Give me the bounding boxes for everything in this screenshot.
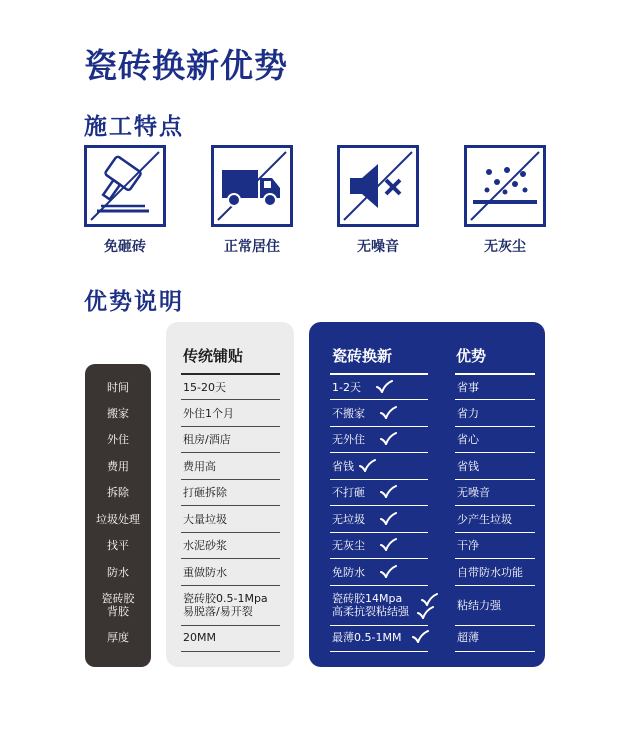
header-traditional: 传统铺贴 bbox=[183, 347, 244, 365]
traditional-cell: 15-20天 bbox=[183, 380, 226, 394]
feature-no-dust bbox=[464, 145, 546, 256]
traditional-separator bbox=[181, 505, 280, 506]
section-title-construction: 施工特点 bbox=[84, 114, 184, 140]
new-method-separator bbox=[330, 625, 428, 626]
new-method-separator bbox=[330, 505, 428, 506]
traditional-cell: 费用高 bbox=[183, 459, 216, 473]
header-new-method: 瓷砖换新 bbox=[332, 347, 393, 365]
traditional-separator bbox=[181, 426, 280, 427]
traditional-cell: 重做防水 bbox=[183, 565, 227, 579]
new-method-cell: 瓷砖胶14Mpa 高柔抗裂粘结强 bbox=[332, 592, 409, 618]
feature-icon-box bbox=[211, 145, 293, 227]
traditional-separator bbox=[181, 452, 280, 453]
new-method-separator bbox=[330, 585, 428, 586]
new-method-cell: 不打砸 bbox=[332, 485, 365, 499]
check-icon bbox=[376, 380, 393, 393]
check-icon bbox=[380, 432, 397, 445]
traditional-separator bbox=[181, 479, 280, 480]
feature-normal-living bbox=[211, 145, 293, 256]
traditional-separator bbox=[181, 532, 280, 533]
new-method-separator bbox=[330, 426, 428, 427]
dust-icon bbox=[467, 148, 543, 224]
row-label: 防水 bbox=[107, 565, 129, 579]
check-icon bbox=[380, 538, 397, 551]
advantage-separator bbox=[455, 426, 535, 427]
traditional-cell: 租房/酒店 bbox=[183, 432, 231, 446]
row-label: 找平 bbox=[107, 538, 129, 552]
header-underline bbox=[455, 373, 535, 375]
new-method-cell: 无灰尘 bbox=[332, 538, 365, 552]
feature-label: 免砸砖 bbox=[104, 239, 146, 255]
traditional-separator bbox=[181, 651, 280, 652]
advantage-separator bbox=[455, 479, 535, 480]
traditional-separator bbox=[181, 625, 280, 626]
advantage-cell: 干净 bbox=[457, 538, 479, 552]
new-method-cell: 省钱 bbox=[332, 459, 354, 473]
advantage-separator bbox=[455, 558, 535, 559]
traditional-separator bbox=[181, 558, 280, 559]
new-method-cell: 不搬家 bbox=[332, 406, 365, 420]
check-icon bbox=[380, 406, 397, 419]
feature-label: 正常居住 bbox=[224, 239, 280, 255]
traditional-cell: 20MM bbox=[183, 630, 216, 644]
new-method-cell: 无外住 bbox=[332, 432, 365, 446]
advantage-separator bbox=[455, 651, 535, 652]
new-method-separator bbox=[330, 479, 428, 480]
advantage-cell: 少产生垃圾 bbox=[457, 512, 512, 526]
advantage-cell: 省心 bbox=[457, 432, 479, 446]
hammer-icon bbox=[87, 148, 163, 224]
check-icon bbox=[380, 565, 397, 578]
traditional-separator bbox=[181, 585, 280, 586]
mute-icon bbox=[340, 148, 416, 224]
traditional-cell: 大量垃圾 bbox=[183, 512, 227, 526]
new-method-cell: 免防水 bbox=[332, 565, 365, 579]
check-icon bbox=[380, 512, 397, 525]
feature-label: 无噪音 bbox=[357, 239, 399, 255]
feature-no-noise bbox=[337, 145, 419, 256]
feature-label: 无灰尘 bbox=[484, 239, 526, 255]
check-icon bbox=[421, 593, 438, 606]
advantage-separator bbox=[455, 505, 535, 506]
new-method-separator bbox=[330, 399, 428, 400]
new-method-cell: 无垃圾 bbox=[332, 512, 365, 526]
row-label: 时间 bbox=[107, 380, 129, 394]
header-underline bbox=[181, 373, 280, 375]
row-label: 瓷砖胶 背胶 bbox=[101, 592, 135, 618]
new-method-separator bbox=[330, 452, 428, 453]
advantage-separator bbox=[455, 532, 535, 533]
row-label: 外住 bbox=[107, 432, 129, 446]
traditional-cell: 水泥砂浆 bbox=[183, 538, 227, 552]
traditional-separator bbox=[181, 399, 280, 400]
feature-icon-box bbox=[337, 145, 419, 227]
truck-icon bbox=[214, 148, 290, 224]
header-underline bbox=[330, 373, 428, 375]
section-title-advantages: 优势说明 bbox=[84, 289, 184, 315]
advantage-separator bbox=[455, 399, 535, 400]
advantage-separator bbox=[455, 452, 535, 453]
check-icon bbox=[417, 606, 434, 619]
feature-icon-box bbox=[464, 145, 546, 227]
advantage-separator bbox=[455, 625, 535, 626]
new-method-separator bbox=[330, 532, 428, 533]
advantage-cell: 省力 bbox=[457, 406, 479, 420]
advantage-cell: 无噪音 bbox=[457, 485, 490, 499]
advantage-cell: 自带防水功能 bbox=[457, 565, 523, 579]
new-method-separator bbox=[330, 651, 428, 652]
advantage-cell: 省事 bbox=[457, 380, 479, 394]
new-method-cell: 1-2天 bbox=[332, 380, 361, 394]
advantage-cell: 粘结力强 bbox=[457, 598, 501, 612]
traditional-cell: 外住1个月 bbox=[183, 406, 234, 420]
advantage-cell: 超薄 bbox=[457, 630, 479, 644]
row-label: 垃圾处理 bbox=[96, 512, 140, 526]
header-advantage: 优势 bbox=[456, 347, 487, 365]
advantage-cell: 省钱 bbox=[457, 459, 479, 473]
new-method-cell: 最薄0.5-1MM bbox=[332, 630, 402, 644]
advantage-separator bbox=[455, 585, 535, 586]
traditional-cell: 打砸拆除 bbox=[183, 485, 227, 499]
feature-icon-box bbox=[84, 145, 166, 227]
row-label: 搬家 bbox=[107, 406, 129, 420]
row-label: 厚度 bbox=[107, 630, 129, 644]
check-icon bbox=[380, 485, 397, 498]
row-label: 拆除 bbox=[107, 485, 129, 499]
traditional-cell: 瓷砖胶0.5-1Mpa 易脱落/易开裂 bbox=[183, 592, 268, 618]
new-method-separator bbox=[330, 558, 428, 559]
feature-no-smashing bbox=[84, 145, 166, 256]
check-icon bbox=[359, 459, 376, 472]
check-icon bbox=[412, 630, 429, 643]
row-label: 费用 bbox=[107, 459, 129, 473]
page-title: 瓷砖换新优势 bbox=[84, 46, 288, 85]
